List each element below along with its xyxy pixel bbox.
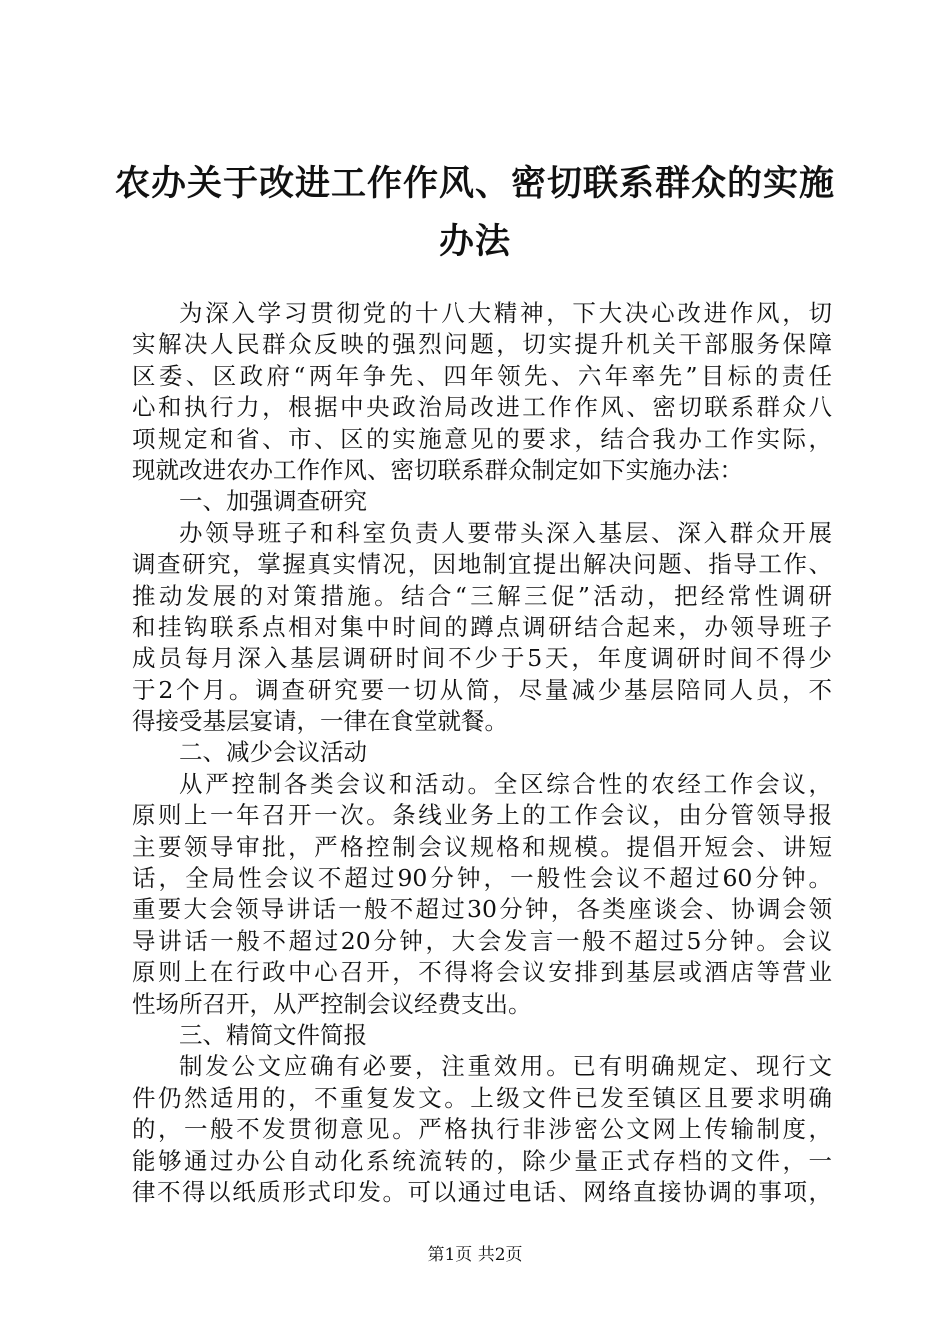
text-line: 主要领导审批，严格控制会议规格和规模。提倡开短会、讲短 — [132, 832, 832, 861]
text-line: 得接受基层宴请，一律在食堂就餐。 — [132, 707, 508, 736]
text-line: 项规定和省、市、区的实施意见的要求，结合我办工作实际， — [132, 424, 832, 453]
document-title-line-2: 办法 — [438, 221, 511, 262]
text-line: 从严控制各类会议和活动。全区综合性的农经工作会议， — [179, 769, 832, 798]
text-line: 能够通过办公自动化系统流转的，除少量正式存档的文件，一 — [132, 1146, 832, 1175]
text-line: 推动发展的对策措施。结合“三解三促”活动，把经常性调研 — [132, 581, 832, 610]
text-line: 现就改进农办工作作风、密切联系群众制定如下实施办法： — [132, 455, 743, 484]
text-line: 制发公文应确有必要，注重效用。已有明确规定、现行文 — [179, 1052, 832, 1081]
intro-paragraph — [132, 298, 832, 486]
text-line: 性场所召开，从严控制会议经费支出。 — [132, 989, 532, 1018]
text-line: 于2个月。调查研究要一切从简，尽量减少基层陪同人员，不 — [132, 675, 832, 704]
text-line: 律不得以纸质形式印发。可以通过电话、网络直接协调的事项， — [132, 1177, 832, 1206]
text-line: 实解决人民群众反映的强烈问题，切实提升机关干部服务保障 — [132, 330, 832, 359]
text-line: 重要大会领导讲话一般不超过30分钟，各类座谈会、协调会领 — [132, 895, 832, 924]
text-line: 导讲话一般不超过20分钟，大会发言一般不超过5分钟。会议 — [132, 926, 832, 955]
body-paragraph — [132, 518, 832, 738]
text-line: 原则上一年召开一次。条线业务上的工作会议，由分管领导报 — [132, 801, 832, 830]
section-heading — [132, 486, 832, 517]
body-paragraph — [132, 1051, 832, 1208]
text-line: 原则上在行政中心召开，不得将会议安排到基层或酒店等营业 — [132, 958, 832, 987]
page-footer: 第1页 共2页 — [427, 1245, 523, 1265]
text-line: 心和执行力，根据中央政治局改进工作作风、密切联系群众八 — [132, 393, 832, 422]
heading-text: 二、减少会议活动 — [179, 738, 367, 767]
heading-text: 一、加强调查研究 — [179, 487, 367, 516]
document-title-line-1: 农办关于改进工作作风、密切联系群众的实施 — [114, 163, 835, 204]
text-line: 的，一般不发贯彻意见。严格执行非涉密公文网上传输制度， — [132, 1115, 832, 1144]
text-line: 件仍然适用的，不重复发文。上级文件已发至镇区且要求明确 — [132, 1083, 832, 1112]
text-line: 为深入学习贯彻党的十八大精神，下大决心改进作风，切 — [179, 299, 832, 327]
text-line: 和挂钩联系点相对集中时间的蹲点调研结合起来，办领导班子 — [132, 612, 832, 641]
section-heading — [132, 1020, 832, 1051]
body-paragraph — [132, 769, 832, 1020]
text-line: 成员每月深入基层调研时间不少于5天，年度调研时间不得少 — [132, 644, 832, 673]
document-body — [132, 298, 832, 1208]
text-line: 区委、区政府“两年争先、四年领先、六年率先”目标的责任 — [132, 361, 832, 390]
heading-text: 三、精简文件简报 — [179, 1020, 367, 1049]
text-line: 话，全局性会议不超过90分钟，一般性会议不超过60分钟。 — [132, 864, 832, 893]
text-line: 办领导班子和科室负责人要带头深入基层、深入群众开展 — [179, 518, 832, 547]
text-line: 调查研究，掌握真实情况，因地制宜提出解决问题、指导工作、 — [132, 550, 832, 579]
section-heading — [132, 737, 832, 768]
